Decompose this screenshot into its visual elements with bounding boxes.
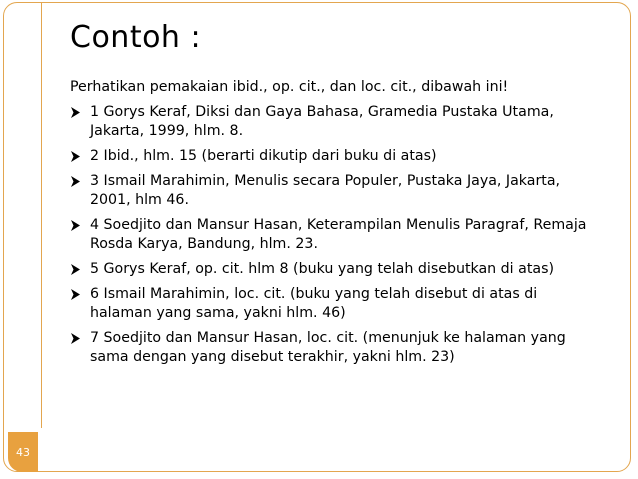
list-item-line: 3 Ismail Marahimin, Menulis secara Populer, Pustaka Jaya, Jakarta, bbox=[90, 173, 561, 189]
list-item bbox=[70, 260, 610, 279]
arrow-bullet-icon bbox=[70, 333, 81, 344]
list-item-line: sama dengan yang disebut terakhir, yakni hlm. 23) bbox=[90, 349, 455, 365]
list-item bbox=[70, 147, 610, 166]
list-item-line: 7 Soedjito dan Mansur Hasan, loc. cit. (menunjuk ke halaman yang bbox=[90, 330, 566, 346]
list-item-line: 5 Gorys Keraf, op. cit. hlm 8 (buku yang telah disebutkan di atas) bbox=[90, 261, 555, 277]
arrow-bullet-icon bbox=[70, 220, 81, 231]
list-item-line: Rosda Karya, Bandung, hlm. 23. bbox=[90, 236, 318, 252]
slide-title: Contoh : bbox=[70, 20, 202, 55]
list-item bbox=[70, 285, 610, 323]
list-item-line: 1 Gorys Keraf, Diksi dan Gaya Bahasa, Gramedia Pustaka Utama, bbox=[90, 104, 554, 120]
list-item-line: 2 Ibid., hlm. 15 (berarti dikutip dari buku di atas) bbox=[90, 148, 437, 164]
list-item-line: halaman yang sama, yakni hlm. 46) bbox=[90, 305, 346, 321]
arrow-bullet-icon bbox=[70, 264, 81, 275]
list-item bbox=[70, 216, 610, 254]
page-number-badge bbox=[8, 432, 38, 472]
left-divider-line bbox=[41, 3, 42, 428]
arrow-bullet-icon bbox=[70, 176, 81, 187]
list-item bbox=[70, 172, 610, 210]
list-item-line: 6 Ismail Marahimin, loc. cit. (buku yang telah disebut di atas di bbox=[90, 286, 538, 302]
list-item-line: 2001, hlm 46. bbox=[90, 192, 189, 208]
slide-content bbox=[70, 78, 610, 373]
list-item bbox=[70, 103, 610, 141]
intro-text: Perhatikan pemakaian ibid., op. cit., dan loc. cit., dibawah ini! bbox=[70, 79, 509, 95]
list-item-line: 4 Soedjito dan Mansur Hasan, Keterampilan Menulis Paragraf, Remaja bbox=[90, 217, 587, 233]
arrow-bullet-icon bbox=[70, 289, 81, 300]
arrow-bullet-icon bbox=[70, 151, 81, 162]
citation-list bbox=[70, 103, 610, 367]
list-item-line: Jakarta, 1999, hlm. 8. bbox=[90, 123, 244, 139]
arrow-bullet-icon bbox=[70, 107, 81, 118]
page-number: 43 bbox=[16, 445, 30, 459]
list-item bbox=[70, 329, 610, 367]
